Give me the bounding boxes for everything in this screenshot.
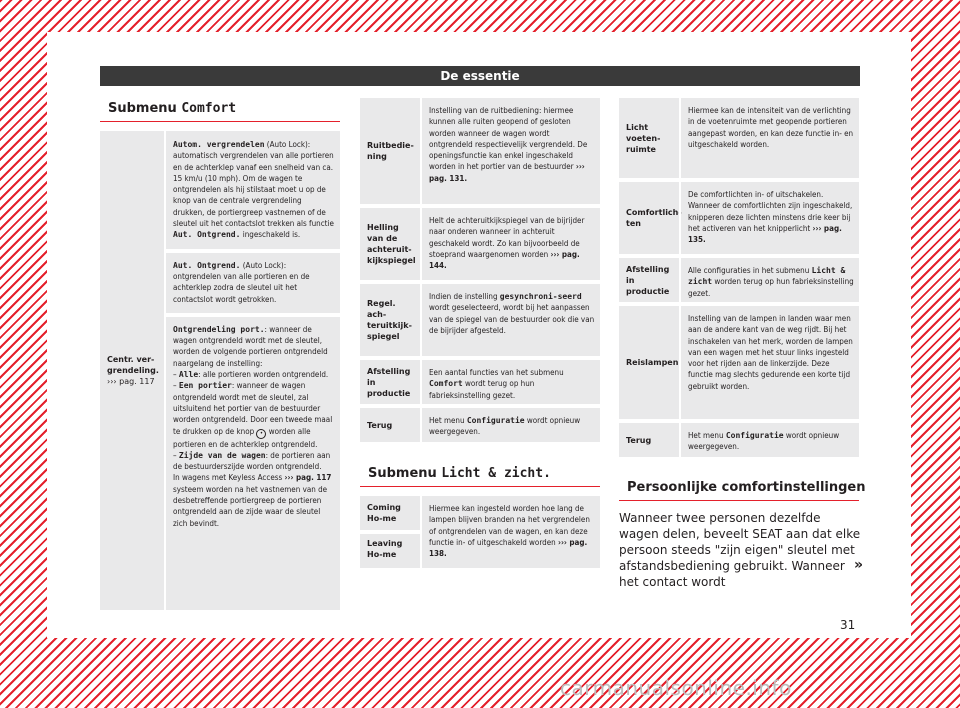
leaving-label: Leaving Ho-me	[360, 530, 420, 564]
port-key: Ontgrendeling port.	[173, 324, 265, 334]
ruit-ref: ››› pag. 131.	[429, 162, 585, 183]
row-afstelling-licht	[619, 254, 859, 302]
comfl-label: Comfortlich-ten	[626, 208, 682, 228]
een-text: : wanneer de wagen ontgrendeld wordt met de sleutel, zal uitsluitend het portier van de bestuurder worden ontgrendeld. Door een tweede maal te drukken op de knop	[173, 381, 333, 436]
ontgr-key: Aut. Ontgrend.	[173, 260, 241, 270]
autom-text2: ingeschakeld is.	[240, 230, 301, 240]
coming-ref: ››› pag. 138.	[429, 537, 588, 559]
ruit-label: Ruitbedie-ning	[367, 141, 414, 161]
unlock-icon: •	[256, 429, 266, 439]
ruit-text: Instelling van de ruitbediening: hiermee kunnen alle ruiten geopend of gesloten worden wanneer de wagen wordt ontgrendeld respectievelijk vergrendeld. De openingsfunctie kan enkel ingeschakeld worden in het portier van de bestuurder	[429, 106, 588, 172]
autom-desc	[166, 131, 340, 249]
autom-text: (Auto Lock): automatisch vergrendelen van alle portieren en de achterklep vanaf een snelheid van ca. 15 km/u (10 mph). Om de wagen te ontgrendelen als hij stilstaat moet u op de knop van de centrale vergrendeling drukken, de portiergreep vastnemen of de sleutel uit het contactslot trekken als functie	[173, 140, 334, 229]
voet-label: Licht voeten-ruimte	[626, 122, 661, 154]
reis-label: Reislampen	[626, 358, 679, 367]
port-text: : wanneer de wagen ontgrendeld wordt met de sleutel, worden de volgende portieren ontgrendeld naargelang de instelling:	[173, 324, 328, 368]
comfort-desc-col	[164, 131, 340, 610]
hell-ref: ››› pag. 144.	[429, 249, 580, 271]
pers-body	[619, 510, 864, 590]
regel-key: gesynchroni-seerd	[499, 292, 582, 301]
afst-licht-text1: Alle configuraties in het submenu	[688, 266, 812, 275]
pers-section-title: Persoonlijke comfortinstellingen	[627, 480, 866, 495]
comfl-ref: ››› pag. 135.	[688, 223, 842, 245]
een-text2: worden alle portieren en de achterklep ontgrendeld.	[173, 426, 318, 449]
ruit-desc	[420, 98, 600, 204]
terug-licht-text2: wordt opnieuw weergegeven.	[688, 431, 840, 452]
zijde-key: Zijde van de wagen	[178, 450, 266, 460]
pers-rule	[619, 500, 859, 501]
header-bar: De essentie	[100, 66, 860, 86]
regel-text1: Indien de instelling	[429, 292, 500, 301]
row-terug-licht	[619, 419, 859, 457]
section-title-prefix: Submenu	[108, 101, 177, 116]
licht-table-continued	[619, 98, 859, 457]
row-regel	[360, 280, 600, 356]
row-afstelling	[360, 356, 600, 404]
comfort-table-continued	[360, 98, 600, 442]
afst-label: Afstelling in productie	[367, 366, 411, 398]
zijde-text: : de portieren aan de bestuurderszijde worden ontgrendeld.	[173, 450, 331, 472]
port-desc: Ontgrendeling port.: wanneer de wagen ontgrendeld wordt met de sleutel, worden de volgende portieren ontgrendeld naargelang de instelling: – Alle: alle portieren worden ontgrendeld. – Een portier: wanneer de wagen ontgrendeld wordt met de sleutel, zal uitsluitend het portier van de bestuurder worden ontgrendeld. Door een tweede maal te drukken op de knop • worden alle portieren en de achterklep ontgrendeld. – Zijde van de wagen: de portieren aan de bestuurderszijde worden ontgrendeld. In wagens met Keyless Access ››› pag. 117 systeem worden na het vastnemen van de desbetreffende portiergreep de portieren ontgrendeld aan de zijde waar de sleutel zich bevindt.	[166, 313, 340, 537]
afst-text2: wordt terug op hun fabrieksinstelling gezet.	[429, 379, 535, 400]
hell-text: Helt de achteruitkijkspiegel van de bijrijder naar onderen wanneer in achteruit geschakeld wordt. Zo kan bijvoorbeeld de stoeprand waargenomen worden	[429, 216, 585, 259]
licht-table	[360, 496, 600, 568]
terug-licht-text1: Het menu	[688, 431, 726, 440]
terug-label: Terug	[367, 420, 393, 430]
row-voetenruimte	[619, 98, 859, 178]
afst-key: Comfort	[429, 379, 463, 389]
watermark: carmanualsonline.info	[560, 676, 792, 700]
comfort-section-title	[108, 101, 236, 116]
terug-text1: Het menu	[429, 416, 467, 425]
row-helling	[360, 204, 600, 280]
reis-desc: Instelling van de lampen in landen waar men aan de andere kant van de weg rijdt. Bij het inschakelen van het merk, worden de lampen van een wagen met het stuur links ingesteld voor het rijden aan de linkerzijde. Deze functie mag slechts gedurende een korte tijd gebruikt worden.	[679, 306, 859, 419]
row-reislampen	[619, 302, 859, 419]
terug-licht-key: Configuratie	[725, 431, 784, 440]
terug-licht-label: Terug	[626, 435, 652, 445]
row-ruitbediening	[360, 98, 600, 204]
regel-desc	[420, 284, 600, 356]
regel-text2: wordt geselecteerd, wordt bij het aanpassen van de spiegel van de bestuurder ook die van de bijrijder afgesteld.	[429, 303, 595, 335]
afst-desc	[420, 360, 600, 404]
continue-arrow: »	[854, 557, 864, 573]
afst-licht-text2: worden terug op hun fabrieksinstelling gezet.	[688, 277, 854, 298]
alle-text: : alle portieren worden ontgrendeld.	[198, 370, 329, 380]
terug-key: Configuratie	[466, 416, 525, 425]
autom-key: Autom. vergrendelen	[173, 140, 265, 149]
keyless-text: In wagens met Keyless Access	[173, 473, 285, 483]
coming-text: Hiermee kan ingesteld worden hoe lang de lampen blijven branden na het vergrendelen of ontgrendelen van de wagen, en kan deze functie in- of uitgeschakeld worden	[429, 504, 590, 547]
row-comfortlichten	[619, 178, 859, 254]
hell-label: Helling van de achteruit-kijkspiegel	[367, 223, 416, 265]
terug-desc	[420, 408, 600, 442]
centr-label-text: Centr. ver-grendeling.	[107, 355, 159, 375]
coming-desc	[420, 496, 600, 568]
pers-text: Wanneer twee personen dezelfde wagen delen, beveelt SEAT aan dat elke persoon steeds "zijn eigen" sleutel met afstandsbediening gebruikt. Wanneer het contact wordt	[619, 511, 861, 589]
comfort-table	[100, 131, 340, 610]
coming-label: Coming Ho-me	[367, 503, 401, 523]
licht-title-prefix: Submenu	[368, 466, 437, 481]
autom-key2: Aut. Ontgrend.	[173, 230, 241, 240]
coming-leaving-labels	[360, 496, 420, 568]
terug-text2: wordt opnieuw weergegeven.	[429, 416, 581, 437]
voet-desc: Hiermee kan de intensiteit van de verlichting in de voetenruimte met geopende portieren aangepast worden, en kan deze functie in- en uitgeschakeld worden.	[679, 98, 859, 178]
ontgr-text: (Auto Lock): ontgrendelen van alle portieren en de achterklep zodra de sleutel uit het contactslot wordt getrokken.	[173, 260, 310, 304]
centr-page-ref: ››› pag. 117	[107, 377, 155, 386]
afst-licht-desc	[679, 258, 859, 302]
afst-licht-label: Afstelling in productie	[626, 264, 670, 296]
hell-desc	[420, 208, 600, 280]
licht-rule	[360, 486, 600, 487]
comfl-text: De comfortlichten in- of uitschakelen. Wanneer de comfortlichten zijn ingeschakeld, knipperen deze lichten minstens drie keer bij het activeren van het knipperlicht	[688, 190, 853, 233]
keyless-ref: ››› pag. 117	[284, 473, 332, 483]
section-title-menu: Comfort	[181, 101, 237, 116]
row-terug	[360, 404, 600, 442]
terug-licht-desc	[679, 423, 859, 457]
section-rule	[100, 121, 340, 122]
licht-title-menu: Licht & zicht.	[441, 466, 551, 481]
keyless-text2: systeem worden na het vastnemen van de desbetreffende portiergreep de portieren ontgrendeld aan de zijde waar de sleutel zich bevindt.	[173, 484, 328, 528]
page-number: 31	[840, 618, 856, 632]
afst-text1: Een aantal functies van het submenu	[429, 368, 564, 377]
alle-key: Alle	[178, 370, 199, 380]
regel-label: Regel. ach-teruitkijk-spiegel	[367, 299, 412, 341]
comfl-desc	[679, 182, 859, 254]
een-key: Een portier	[178, 381, 232, 391]
centr-label	[100, 131, 164, 610]
afst-licht-key: Licht & zicht	[688, 266, 846, 287]
licht-section-title	[368, 466, 551, 481]
ontgr-desc	[166, 249, 340, 313]
